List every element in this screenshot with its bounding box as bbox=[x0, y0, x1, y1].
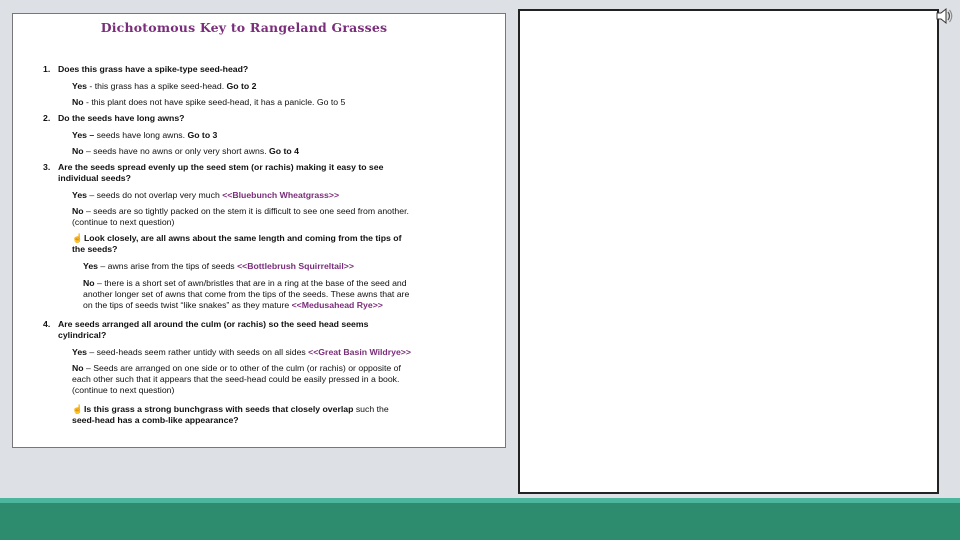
sub-question-text: such the bbox=[353, 404, 389, 414]
answer-text: (continue to next question) bbox=[72, 217, 175, 227]
answer-yes bbox=[72, 81, 483, 92]
question-text: Are the seeds spread evenly up the seed stem (or rachis) making it easy to see bbox=[58, 162, 384, 172]
answer-text: another longer set of awns that come from the tips of the seeds. These awns that are bbox=[83, 289, 410, 299]
answer-text: - this grass has a spike seed-head. bbox=[86, 81, 227, 91]
answer-text: each other such that it appears that the seed-head could be easily pressed in a book. bbox=[72, 374, 400, 384]
answer-text: – seeds are so tightly packed on the stem it is difficult to see one seed from another. bbox=[83, 206, 409, 216]
goto-text: Go to 4 bbox=[269, 146, 299, 156]
question-number: 1. bbox=[43, 64, 51, 74]
answer-no bbox=[72, 146, 483, 157]
answer-text: – seed-heads seem rather untidy with seeds on all sides bbox=[86, 347, 309, 357]
answer-label: Yes bbox=[83, 261, 98, 271]
answer-text: – awns arise from the tips of seeds bbox=[97, 261, 238, 271]
answer-yes bbox=[72, 190, 483, 201]
sub-question bbox=[72, 404, 483, 426]
sub-answer-yes bbox=[83, 261, 483, 272]
answer-label: Yes – bbox=[72, 130, 95, 140]
document-body bbox=[43, 64, 483, 426]
sub-question-text: seed-head has a comb-like appearance? bbox=[72, 415, 239, 425]
blank-slide-panel bbox=[518, 9, 939, 494]
pointing-hand-icon: ☝ bbox=[72, 404, 83, 414]
footer-bar bbox=[0, 503, 960, 540]
answer-yes bbox=[72, 347, 483, 358]
answer-label: Yes bbox=[72, 347, 87, 357]
speaker-icon[interactable] bbox=[934, 6, 954, 26]
question-number: 4. bbox=[43, 319, 51, 329]
answer-label: No bbox=[72, 97, 84, 107]
answer-text: – Seeds are arranged on one side or to other of the culm (or rachis) or opposite of bbox=[83, 363, 401, 373]
sub-question-text: Look closely, are all awns about the same length and coming from the tips of bbox=[84, 233, 402, 243]
question-3 bbox=[43, 162, 483, 184]
answer-no bbox=[72, 97, 483, 108]
question-text: cylindrical? bbox=[58, 330, 107, 340]
answer-text: on the tips of seeds twist “like snakes” as they mature bbox=[83, 300, 292, 310]
pointing-hand-icon: ☝ bbox=[72, 233, 83, 243]
goto-text: Go to 2 bbox=[226, 81, 257, 91]
question-number: 2. bbox=[43, 113, 51, 123]
answer-label: Yes bbox=[72, 81, 87, 91]
question-number: 3. bbox=[43, 162, 51, 172]
species-name: <<Bottlebrush Squirreltail>> bbox=[237, 261, 354, 271]
goto-text: Go to 3 bbox=[187, 130, 218, 140]
answer-label: No bbox=[72, 206, 84, 216]
answer-text: – seeds do not overlap very much bbox=[86, 190, 223, 200]
document-page bbox=[12, 13, 506, 448]
sub-question bbox=[72, 233, 483, 255]
answer-yes bbox=[72, 130, 483, 141]
answer-label: No bbox=[72, 363, 84, 373]
answer-no bbox=[72, 363, 483, 396]
sub-answer-no bbox=[83, 278, 483, 311]
question-4 bbox=[43, 319, 483, 341]
document-title: Dichotomous Key to Rangeland Grasses bbox=[100, 20, 388, 35]
answer-label: No bbox=[83, 278, 95, 288]
answer-no bbox=[72, 206, 483, 228]
question-2 bbox=[43, 113, 483, 124]
answer-text: seeds have long awns. bbox=[94, 130, 188, 140]
question-text: individual seeds? bbox=[58, 173, 131, 183]
answer-text: (continue to next question) bbox=[72, 385, 175, 395]
species-name: <<Great Basin Wildrye>> bbox=[308, 347, 411, 357]
species-name: <<Bluebunch Wheatgrass>> bbox=[222, 190, 340, 200]
answer-text: - this plant does not have spike seed-head, it has a panicle. Go to 5 bbox=[83, 97, 346, 107]
question-text: Do the seeds have long awns? bbox=[58, 113, 185, 123]
question-1 bbox=[43, 64, 483, 75]
sub-question-text: the seeds? bbox=[72, 244, 118, 254]
species-name: <<Medusahead Rye>> bbox=[291, 300, 383, 310]
answer-text: – there is a short set of awn/bristles that are in a ring at the base of the seed and bbox=[94, 278, 407, 288]
question-text: Are seeds arranged all around the culm (or rachis) so the seed head seems bbox=[58, 319, 369, 329]
question-text: Does this grass have a spike-type seed-head? bbox=[58, 64, 249, 74]
answer-label: No bbox=[72, 146, 84, 156]
sub-question-text: Is this grass a strong bunchgrass with seeds that closely overlap bbox=[84, 404, 354, 414]
answer-label: Yes bbox=[72, 190, 87, 200]
answer-text: – seeds have no awns or only very short awns. bbox=[83, 146, 270, 156]
